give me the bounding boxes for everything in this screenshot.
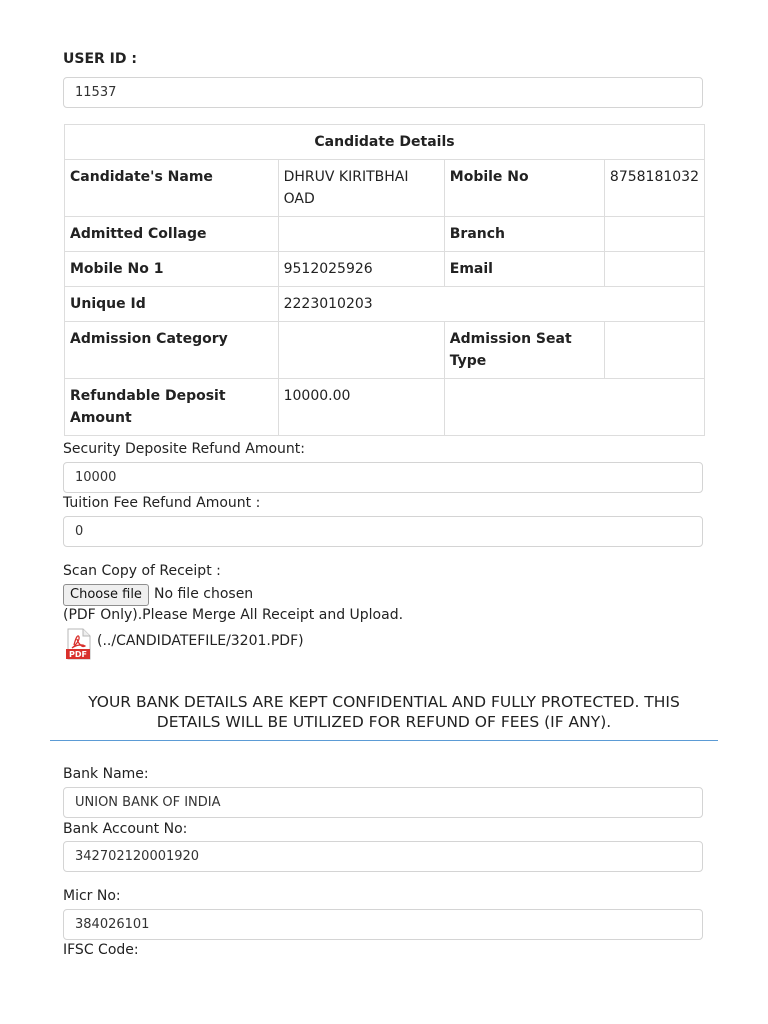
pdf-icon-text: PDF <box>69 650 87 659</box>
row-key: Admission Seat Type <box>444 322 604 379</box>
admission-category-value <box>278 322 444 379</box>
file-status-text: No file chosen <box>154 586 254 602</box>
bank-name-field[interactable]: UNION BANK OF INDIA <box>63 787 703 818</box>
table-row <box>65 160 705 217</box>
email-value <box>604 252 704 287</box>
ifsc-label: IFSC Code: <box>63 942 139 958</box>
row-key: Branch <box>444 217 604 252</box>
scan-receipt-label: Scan Copy of Receipt : <box>63 563 221 579</box>
table-row <box>65 322 705 379</box>
security-deposit-refund-label: Security Deposite Refund Amount: <box>63 441 305 457</box>
unique-id-value: 2223010203 <box>278 287 704 322</box>
candidate-details-table <box>64 124 705 436</box>
choose-file-button[interactable]: Choose file <box>63 584 149 606</box>
refundable-deposit-value: 10000.00 <box>278 379 444 436</box>
row-key: Admission Category <box>65 322 279 379</box>
table-row <box>65 287 705 322</box>
table-row <box>65 379 705 436</box>
branch-value <box>604 217 704 252</box>
admission-seat-type-value <box>604 322 704 379</box>
table-row <box>65 217 705 252</box>
table-row <box>65 252 705 287</box>
section-divider <box>50 740 718 741</box>
micr-label: Micr No: <box>63 888 121 904</box>
mobile-no-value: 8758181032 <box>604 160 704 217</box>
row-key: Admitted Collage <box>65 217 279 252</box>
row-key: Refundable Deposit Amount <box>65 379 279 436</box>
security-deposit-refund-field[interactable]: 10000 <box>63 462 703 493</box>
user-id-label: USER ID : <box>63 51 137 67</box>
tuition-fee-refund-label: Tuition Fee Refund Amount : <box>63 495 261 511</box>
uploaded-file-link[interactable]: (../CANDIDATEFILE/3201.PDF) <box>97 633 304 649</box>
row-key: Unique Id <box>65 287 279 322</box>
bank-confidential-notice: YOUR BANK DETAILS ARE KEPT CONFIDENTIAL AND FULLY PROTECTED. THIS DETAILS WILL BE UTILIZED FOR REFUND OF FEES (IF ANY). <box>88 693 680 731</box>
admitted-collage-value <box>278 217 444 252</box>
table-header-row <box>65 125 705 160</box>
bank-account-label: Bank Account No: <box>63 821 188 837</box>
bank-name-label: Bank Name: <box>63 766 149 782</box>
candidate-name-value: DHRUV KIRITBHAI OAD <box>278 160 444 217</box>
row-key: Candidate's Name <box>65 160 279 217</box>
row-key: Email <box>444 252 604 287</box>
empty-cell <box>444 379 704 436</box>
micr-field[interactable]: 384026101 <box>63 909 703 940</box>
row-key: Mobile No 1 <box>65 252 279 287</box>
bank-account-field[interactable]: 342702120001920 <box>63 841 703 872</box>
pdf-icon[interactable] <box>66 628 92 660</box>
receipt-hint-text: (PDF Only).Please Merge All Receipt and Upload. <box>63 607 404 623</box>
table-title: Candidate Details <box>65 125 705 160</box>
user-id-field[interactable]: 11537 <box>63 77 703 108</box>
tuition-fee-refund-field[interactable]: 0 <box>63 516 703 547</box>
row-key: Mobile No <box>444 160 604 217</box>
mobile-no-1-value: 9512025926 <box>278 252 444 287</box>
